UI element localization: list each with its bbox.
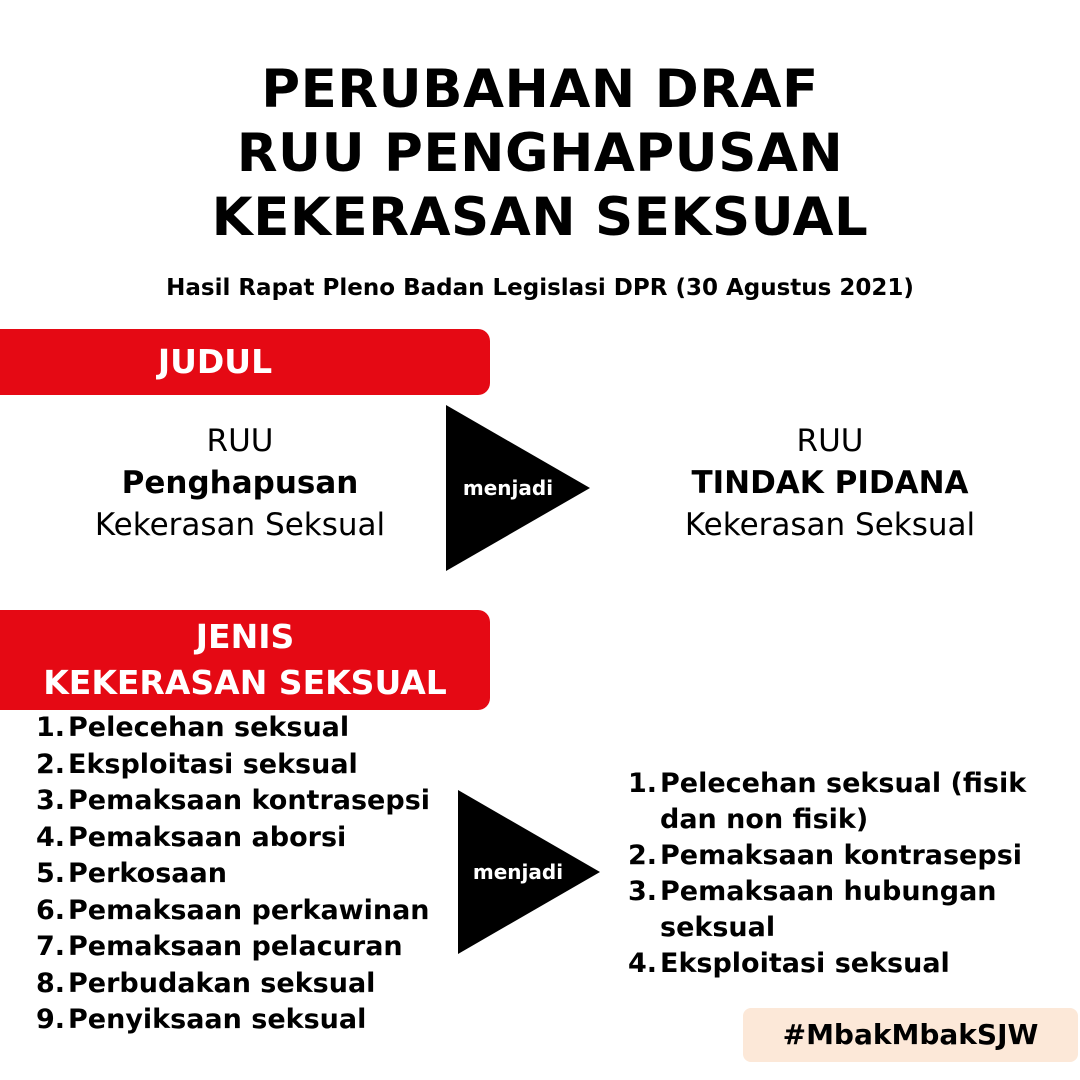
list-item-number: 4.: [628, 948, 658, 979]
list-item-text: Pemaksaan aborsi: [68, 821, 347, 853]
page-title: [0, 58, 1080, 250]
title-line-3: KEKERASAN SEKSUAL: [211, 187, 869, 248]
list-item: [36, 893, 446, 930]
list-item-number: 5.: [36, 858, 66, 889]
list-item: [628, 874, 1048, 946]
list-item: [36, 929, 446, 966]
list-item-text: Pemaksaan perkawinan: [68, 894, 430, 926]
list-item: [36, 747, 446, 784]
title-line-1: PERUBAHAN DRAF: [261, 59, 819, 120]
section-tag-jenis: [0, 610, 490, 710]
list-item-text: Eksploitasi seksual: [660, 948, 950, 979]
list-item-number: 6.: [36, 894, 66, 926]
title-after-line-1: RUU: [796, 423, 864, 459]
list-item-text: Pemaksaan pelacuran: [68, 931, 403, 962]
section-tag-judul-label: JUDUL: [157, 342, 273, 381]
list-item-text: Pemaksaan kontrasepsi: [68, 785, 431, 816]
arrow-label-jenis: menjadi: [472, 860, 564, 884]
list-item-text: Eksploitasi seksual: [68, 748, 358, 780]
list-item-text: Pelecehan seksual (fisik dan non fisik): [660, 768, 1027, 835]
list-item-number: 1.: [36, 712, 66, 743]
title-before-line-3: Kekerasan Seksual: [94, 507, 386, 543]
hashtag-badge: #MbakMbakSJW: [743, 1008, 1078, 1062]
list-item-text: Penyiksaan seksual: [68, 1004, 367, 1035]
list-item-text: Pemaksaan kontrasepsi: [660, 840, 1023, 871]
list-item-number: 1.: [628, 768, 658, 799]
list-item: [36, 820, 446, 857]
section-tag-jenis-line-2: KEKERASAN SEKSUAL: [43, 663, 447, 702]
list-before: [36, 710, 446, 1039]
list-item: [36, 856, 446, 893]
title-after-line-2: TINDAK PIDANA: [691, 465, 969, 501]
page-subtitle: Hasil Rapat Pleno Badan Legislasi DPR (30 Agustus 2021): [166, 275, 914, 301]
list-item: [628, 766, 1048, 838]
list-item-number: 9.: [36, 1004, 66, 1035]
list-item: [36, 1002, 446, 1039]
list-item-number: 4.: [36, 821, 66, 853]
list-item-number: 2.: [36, 748, 66, 780]
list-item-number: 2.: [628, 840, 658, 871]
list-item-number: 3.: [36, 785, 66, 816]
list-item-text: Pelecehan seksual: [68, 712, 350, 743]
list-item-text: Perkosaan: [68, 858, 227, 889]
section-tag-jenis-line-1: JENIS: [195, 617, 295, 656]
list-item-text: Perbudakan seksual: [68, 967, 376, 999]
title-after-line-3: Kekerasan Seksual: [684, 507, 976, 543]
title-line-2: RUU PENGHAPUSAN: [236, 123, 844, 184]
list-item: [628, 838, 1048, 874]
list-item: [36, 966, 446, 1003]
list-item-number: 8.: [36, 967, 66, 999]
title-after: [640, 420, 1020, 546]
arrow-label-judul: menjadi: [462, 476, 554, 500]
title-before-line-2: Penghapusan: [121, 465, 359, 501]
title-before: [60, 420, 420, 546]
list-item-number: 3.: [628, 876, 658, 907]
list-item: [36, 710, 446, 747]
title-before-line-1: RUU: [206, 423, 274, 459]
section-tag-judul: [0, 329, 490, 395]
list-item-text: Pemaksaan hubungan seksual: [660, 876, 997, 943]
list-item-number: 7.: [36, 931, 66, 962]
list-item: [628, 946, 1048, 982]
list-item: [36, 783, 446, 820]
list-after: [628, 766, 1048, 982]
